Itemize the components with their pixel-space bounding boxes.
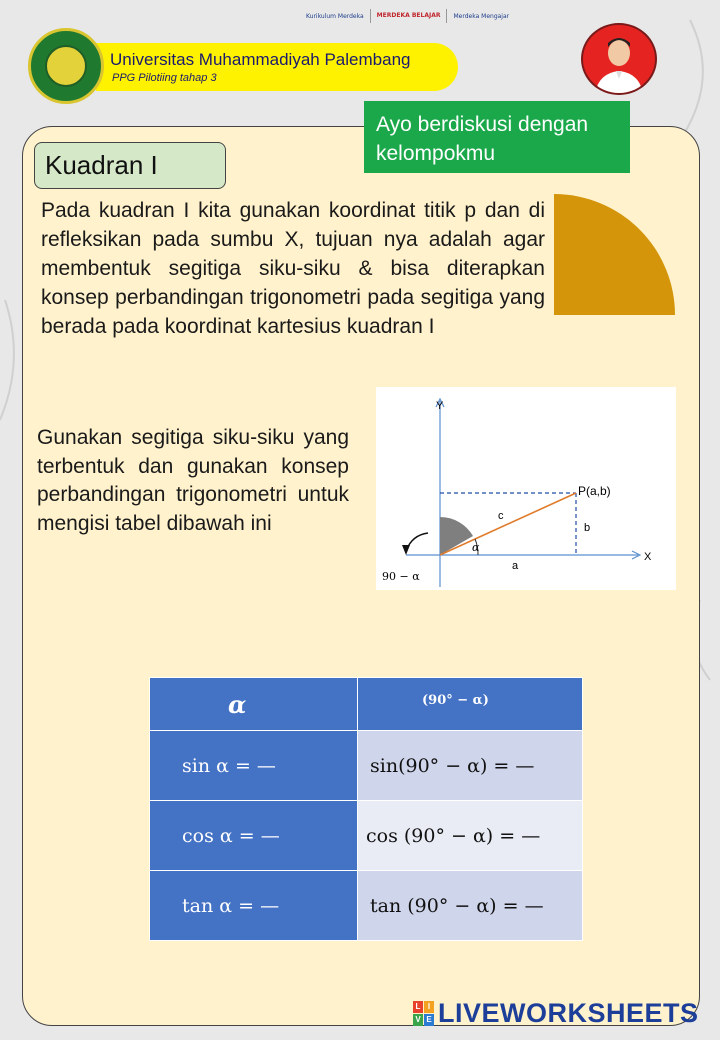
merdeka-belajar-logo: MERDEKA BELAJAR <box>376 12 441 19</box>
logo-block: E <box>424 1014 434 1026</box>
complement-angle-label: 90 − α <box>382 570 420 583</box>
table-header-complement: (90° − α) <box>358 678 583 731</box>
instruction-paragraph: Gunakan segitiga siku-siku yang terbentuk dan gunakan konsep perbandingan trigonometri untuk mengisi tabel dibawah ini <box>37 426 349 535</box>
table-row <box>150 731 583 801</box>
university-name: Universitas Muhammadiyah Palembang <box>110 50 411 69</box>
logo-block: L <box>413 1001 423 1013</box>
y-axis-label: Y <box>436 400 444 412</box>
tan-complement-cell[interactable]: tan (90° − α) = — <box>358 871 583 941</box>
liveworksheets-brand: LIVEWORKSHEETS <box>438 998 699 1028</box>
discussion-prompt: Ayo berdiskusi dengan kelompokmu <box>364 101 630 173</box>
quarter-circle-shape <box>554 194 676 316</box>
cos-alpha-cell[interactable]: cos α = — <box>150 801 358 871</box>
seal-center <box>45 45 87 87</box>
merdeka-mengajar-logo: Merdeka Mengajar <box>453 12 510 20</box>
university-banner <box>96 43 458 91</box>
adjacent-label: a <box>512 560 519 572</box>
explanation-paragraph: Pada kuadran I kita gunakan koordinat titik p dan di refleksikan pada sumbu X, tujuan nya adalah agar membentuk segitiga siku-siku & bisa diterapkan konsep perbandingan trigonometri pada segitiga yang berada pada koordinat kartesius kuadran I <box>41 199 545 338</box>
x-axis-label: X <box>644 551 652 563</box>
liveworksheets-logo[interactable] <box>413 998 699 1029</box>
point-label: P(a,b) <box>578 484 611 498</box>
liveworksheets-blocks-icon <box>413 1001 434 1026</box>
coordinate-diagram <box>376 387 676 590</box>
person-photo-icon <box>583 25 655 93</box>
hypotenuse-label: c <box>498 510 504 522</box>
alpha-label: α <box>472 541 480 554</box>
sin-complement-cell[interactable]: sin(90° − α) = — <box>358 731 583 801</box>
table-row <box>150 871 583 941</box>
complement-angle-wedge <box>440 517 473 555</box>
opposite-label: b <box>584 522 591 534</box>
cos-complement-cell[interactable]: cos (90° − α) = — <box>358 801 583 871</box>
table-header-row <box>150 678 583 731</box>
section-title: Kuadran I <box>34 142 226 189</box>
program-logos <box>306 6 509 26</box>
tan-alpha-cell[interactable]: tan α = — <box>150 871 358 941</box>
program-name: PPG Pilotiing tahap 3 <box>112 72 217 84</box>
teacher-avatar <box>581 23 657 95</box>
kurikulum-merdeka-logo: Kurikulum Merdeka <box>306 12 364 20</box>
logo-block: V <box>413 1014 423 1026</box>
logo-block: I <box>424 1001 434 1013</box>
logo-separator <box>370 9 371 23</box>
table-header-alpha: α <box>150 678 358 731</box>
logo-separator <box>446 9 447 23</box>
table-row <box>150 801 583 871</box>
university-seal-logo <box>28 28 104 104</box>
complement-arrow <box>406 533 428 551</box>
sin-alpha-cell[interactable]: sin α = — <box>150 731 358 801</box>
trig-ratio-table <box>149 677 583 941</box>
